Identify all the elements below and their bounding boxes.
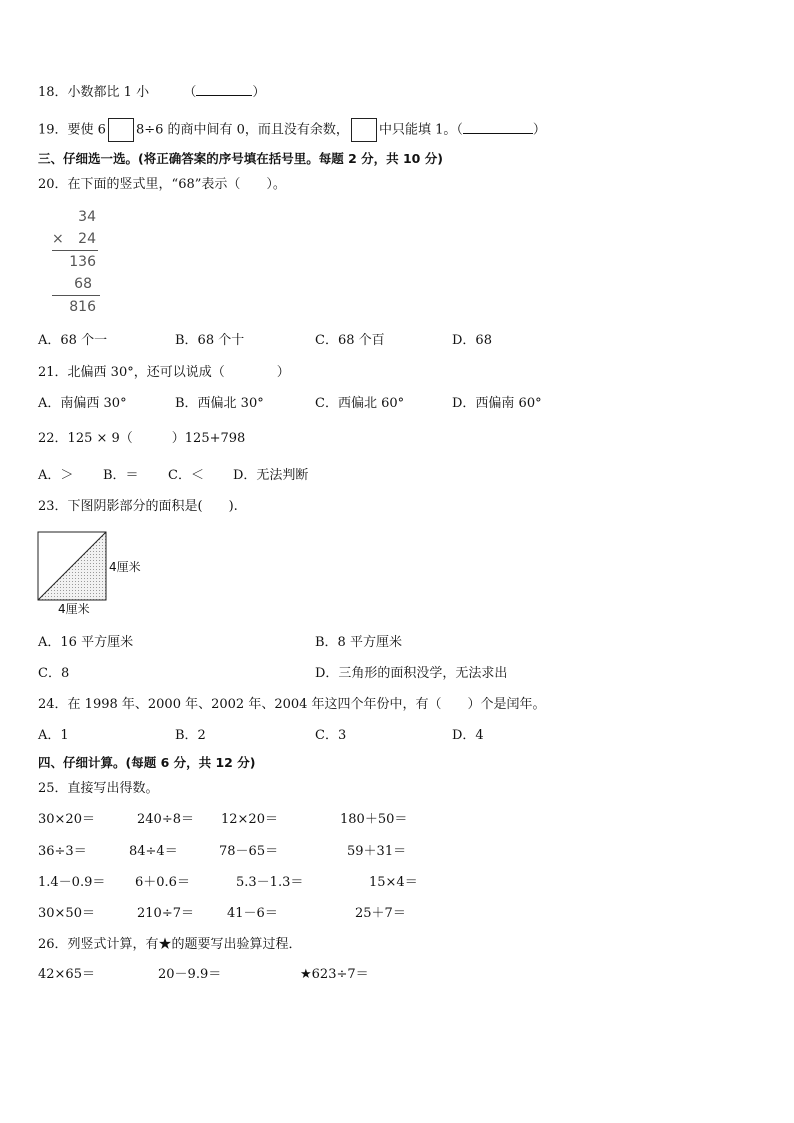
option-22-c[interactable]: C．＜ [168, 468, 204, 483]
option-21-b[interactable]: B．西偏北 30° [175, 396, 264, 411]
calc-item[interactable]: 6＋0.6＝ [135, 875, 190, 890]
question-24-stem: 24．在 1998 年、2000 年、2002 年、2004 年这四个年份中，有（ ）个是闰年。 [38, 697, 546, 712]
question-19-part1: 19．要使 6 [38, 122, 106, 138]
calc-item[interactable]: 59＋31＝ [347, 844, 407, 859]
vertical-calc-item-starred[interactable]: ★623÷7＝ [300, 967, 369, 982]
calc-item[interactable]: 36÷3＝ [38, 844, 87, 859]
vertical-line-3: 136 [69, 254, 96, 270]
option-21-d[interactable]: D．西偏南 60° [452, 396, 542, 411]
question-18 [38, 82, 265, 102]
calc-item[interactable]: 41－6＝ [227, 906, 278, 921]
option-21-a[interactable]: A．南偏西 30° [38, 396, 127, 411]
calc-item[interactable]: 5.3－1.3＝ [236, 875, 304, 890]
question-19-part2: 8÷6 的商中间有 0，而且没有余数， [135, 122, 349, 138]
vertical-line-4-value: 68 [74, 276, 92, 292]
question-20-stem: 20．在下面的竖式里，“68”表示（ ）。 [38, 177, 286, 192]
calc-item[interactable]: 180＋50＝ [340, 812, 408, 827]
vertical-line-1: 34 [78, 209, 96, 225]
calc-item[interactable]: 30×20＝ [38, 812, 95, 827]
vertical-line-4 [52, 273, 100, 296]
calc-item[interactable]: 1.4－0.9＝ [38, 875, 106, 890]
digit-box-ref [351, 118, 377, 142]
question-25-stem: 25．直接写出得数。 [38, 781, 159, 796]
figure-bottom-label: 4厘米 [58, 602, 90, 616]
option-20-a[interactable]: A．68 个一 [38, 333, 108, 348]
figure-side-label: 4厘米 [109, 560, 141, 574]
calc-item[interactable]: 240÷8＝ [137, 812, 194, 827]
section-4-title: 四、仔细计算。(每题 6 分，共 12 分) [38, 755, 256, 770]
vertical-line-2 [52, 228, 98, 251]
option-23-b[interactable]: B．8 平方厘米 [315, 635, 402, 650]
question-21-stem: 21．北偏西 30°，还可以说成（ ） [38, 365, 290, 380]
option-20-d[interactable]: D．68 [452, 333, 492, 348]
vertical-line-5: 816 [69, 299, 96, 315]
question-19 [38, 118, 546, 142]
option-24-d[interactable]: D．4 [452, 728, 484, 743]
option-22-d[interactable]: D．无法判断 [233, 468, 309, 483]
vertical-calc-item[interactable]: 42×65＝ [38, 967, 95, 982]
calc-item[interactable]: 30×50＝ [38, 906, 95, 921]
question-19-paren-close: ） [532, 122, 546, 138]
option-23-c[interactable]: C．8 [38, 666, 70, 681]
section-3-title: 三、仔细选一选。(将正确答案的序号填在括号里。每题 2 分，共 10 分) [38, 151, 443, 166]
digit-box[interactable] [108, 118, 134, 142]
question-18-text: 18．小数都比 1 小 [38, 85, 150, 100]
option-20-c[interactable]: C．68 个百 [315, 333, 385, 348]
question-22-stem: 22．125 × 9（ ）125+798 [38, 431, 246, 446]
calc-item[interactable]: 210÷7＝ [137, 906, 194, 921]
question-18-paren-close: ） [252, 85, 266, 100]
question-26-stem: 26．列竖式计算，有★的题要写出验算过程． [38, 937, 302, 952]
answer-blank-18[interactable] [196, 82, 252, 96]
option-20-b[interactable]: B．68 个十 [175, 333, 245, 348]
calc-item[interactable]: 12×20＝ [221, 812, 278, 827]
option-24-a[interactable]: A．1 [38, 728, 69, 743]
answer-blank-19[interactable] [463, 120, 533, 134]
vertical-line-2-value: 24 [78, 231, 96, 247]
calc-item[interactable]: 78－65＝ [219, 844, 279, 859]
option-21-c[interactable]: C．西偏北 60° [315, 396, 405, 411]
option-23-a[interactable]: A．16 平方厘米 [38, 635, 134, 650]
option-24-c[interactable]: C．3 [315, 728, 347, 743]
calc-item[interactable]: 25＋7＝ [355, 906, 406, 921]
question-23-stem: 23．下图阴影部分的面积是( ). [38, 499, 238, 514]
vertical-calc-item[interactable]: 20－9.9＝ [158, 967, 222, 982]
option-22-a[interactable]: A．＞ [38, 468, 74, 483]
option-22-b[interactable]: B．＝ [103, 468, 139, 483]
option-23-d[interactable]: D．三角形的面积没学，无法求出 [315, 666, 508, 681]
calc-item[interactable]: 84÷4＝ [129, 844, 178, 859]
multiply-sign: × [52, 231, 64, 247]
question-18-paren-open: （ [183, 85, 197, 100]
question-19-part3: 中只能填 1。（ [378, 122, 463, 138]
option-24-b[interactable]: B．2 [175, 728, 206, 743]
calc-item[interactable]: 15×4＝ [369, 875, 418, 890]
vertical-multiplication [52, 206, 98, 318]
